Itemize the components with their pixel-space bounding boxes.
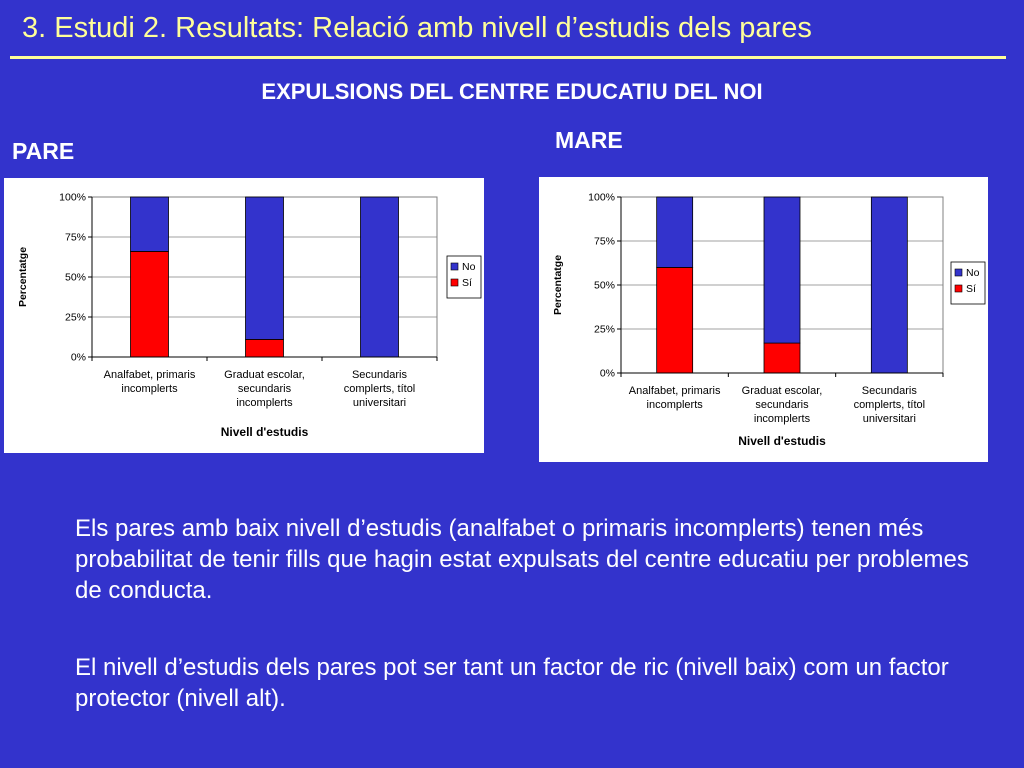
legend-swatch-no <box>451 263 458 270</box>
bar-si <box>764 343 800 373</box>
legend-swatch-no <box>955 269 962 276</box>
x-tick-label: secundaris <box>755 399 809 411</box>
y-tick-label: 75% <box>64 231 86 244</box>
x-tick-label: secundaris <box>237 383 292 395</box>
x-tick-label: Secundaris <box>861 385 917 397</box>
bar-no <box>246 197 284 339</box>
bar-no <box>131 197 169 251</box>
x-tick-label: incomplerts <box>753 413 811 425</box>
y-tick-label: 0% <box>70 351 86 364</box>
y-axis-title: Percentatge <box>17 246 29 308</box>
y-tick-label: 50% <box>593 279 615 292</box>
x-tick-label: Secundaris <box>351 369 408 381</box>
legend-label: Sí <box>462 277 472 289</box>
paragraph-conclusion: Els pares amb baix nivell d’estudis (analfabet o primaris incomplerts) tenen més probabilitat de tenir fills que hagin estat expulsats del centre educatiu per problemes de conducta. <box>75 515 969 604</box>
bar-si <box>657 267 693 373</box>
bar-si <box>131 251 169 357</box>
y-axis-title: Percentatge <box>552 254 564 316</box>
mare-chart <box>539 177 988 462</box>
x-tick-label: incomplerts <box>646 399 703 411</box>
x-tick-label: Analfabet, primaris <box>103 369 196 381</box>
x-tick-label: universitari <box>352 397 407 409</box>
y-tick-label: 100% <box>59 191 86 204</box>
pare-label: PARE <box>12 138 75 164</box>
mare-label: MARE <box>555 127 623 153</box>
x-tick-label: Graduat escolar, <box>741 385 823 397</box>
x-tick-label: complerts, títol <box>853 399 926 411</box>
y-tick-label: 100% <box>588 191 615 204</box>
bar-si <box>246 339 284 357</box>
bar-no <box>871 197 907 373</box>
legend-label: No <box>462 261 476 273</box>
x-tick-label: complerts, títol <box>343 383 416 395</box>
slide-title: 3. Estudi 2. Resultats: Relació amb nivell d’estudis dels pares <box>22 12 812 44</box>
legend-swatch-si <box>451 279 458 286</box>
x-tick-label: incomplerts <box>236 397 293 409</box>
x-tick-label: Analfabet, primaris <box>628 385 721 397</box>
bar-no <box>361 197 399 357</box>
x-tick-label: Graduat escolar, <box>224 369 305 381</box>
x-tick-label: incomplerts <box>121 383 178 395</box>
legend-label: Sí <box>966 283 976 295</box>
y-tick-label: 75% <box>593 235 615 248</box>
y-tick-label: 25% <box>593 323 615 336</box>
pare-chart-panel <box>4 178 484 453</box>
bar-no <box>657 197 693 267</box>
y-tick-label: 0% <box>599 367 615 380</box>
mare-chart-panel <box>539 177 988 462</box>
x-tick-label: universitari <box>862 413 916 425</box>
legend-label: No <box>966 267 980 279</box>
title-divider <box>10 56 1006 59</box>
y-tick-label: 25% <box>64 311 86 324</box>
legend-swatch-si <box>955 285 962 292</box>
pare-chart <box>4 178 484 453</box>
paragraph-factor: El nivell d’estudis dels pares pot ser tant un factor de ric (nivell baix) com un factor protector (nivell alt). <box>75 654 949 712</box>
bar-no <box>764 197 800 343</box>
x-axis-title: Nivell d'estudis <box>738 434 826 448</box>
x-axis-title: Nivell d'estudis <box>220 425 309 439</box>
y-tick-label: 50% <box>64 271 86 284</box>
slide-subtitle: EXPULSIONS DEL CENTRE EDUCATIU DEL NOI <box>261 79 763 104</box>
